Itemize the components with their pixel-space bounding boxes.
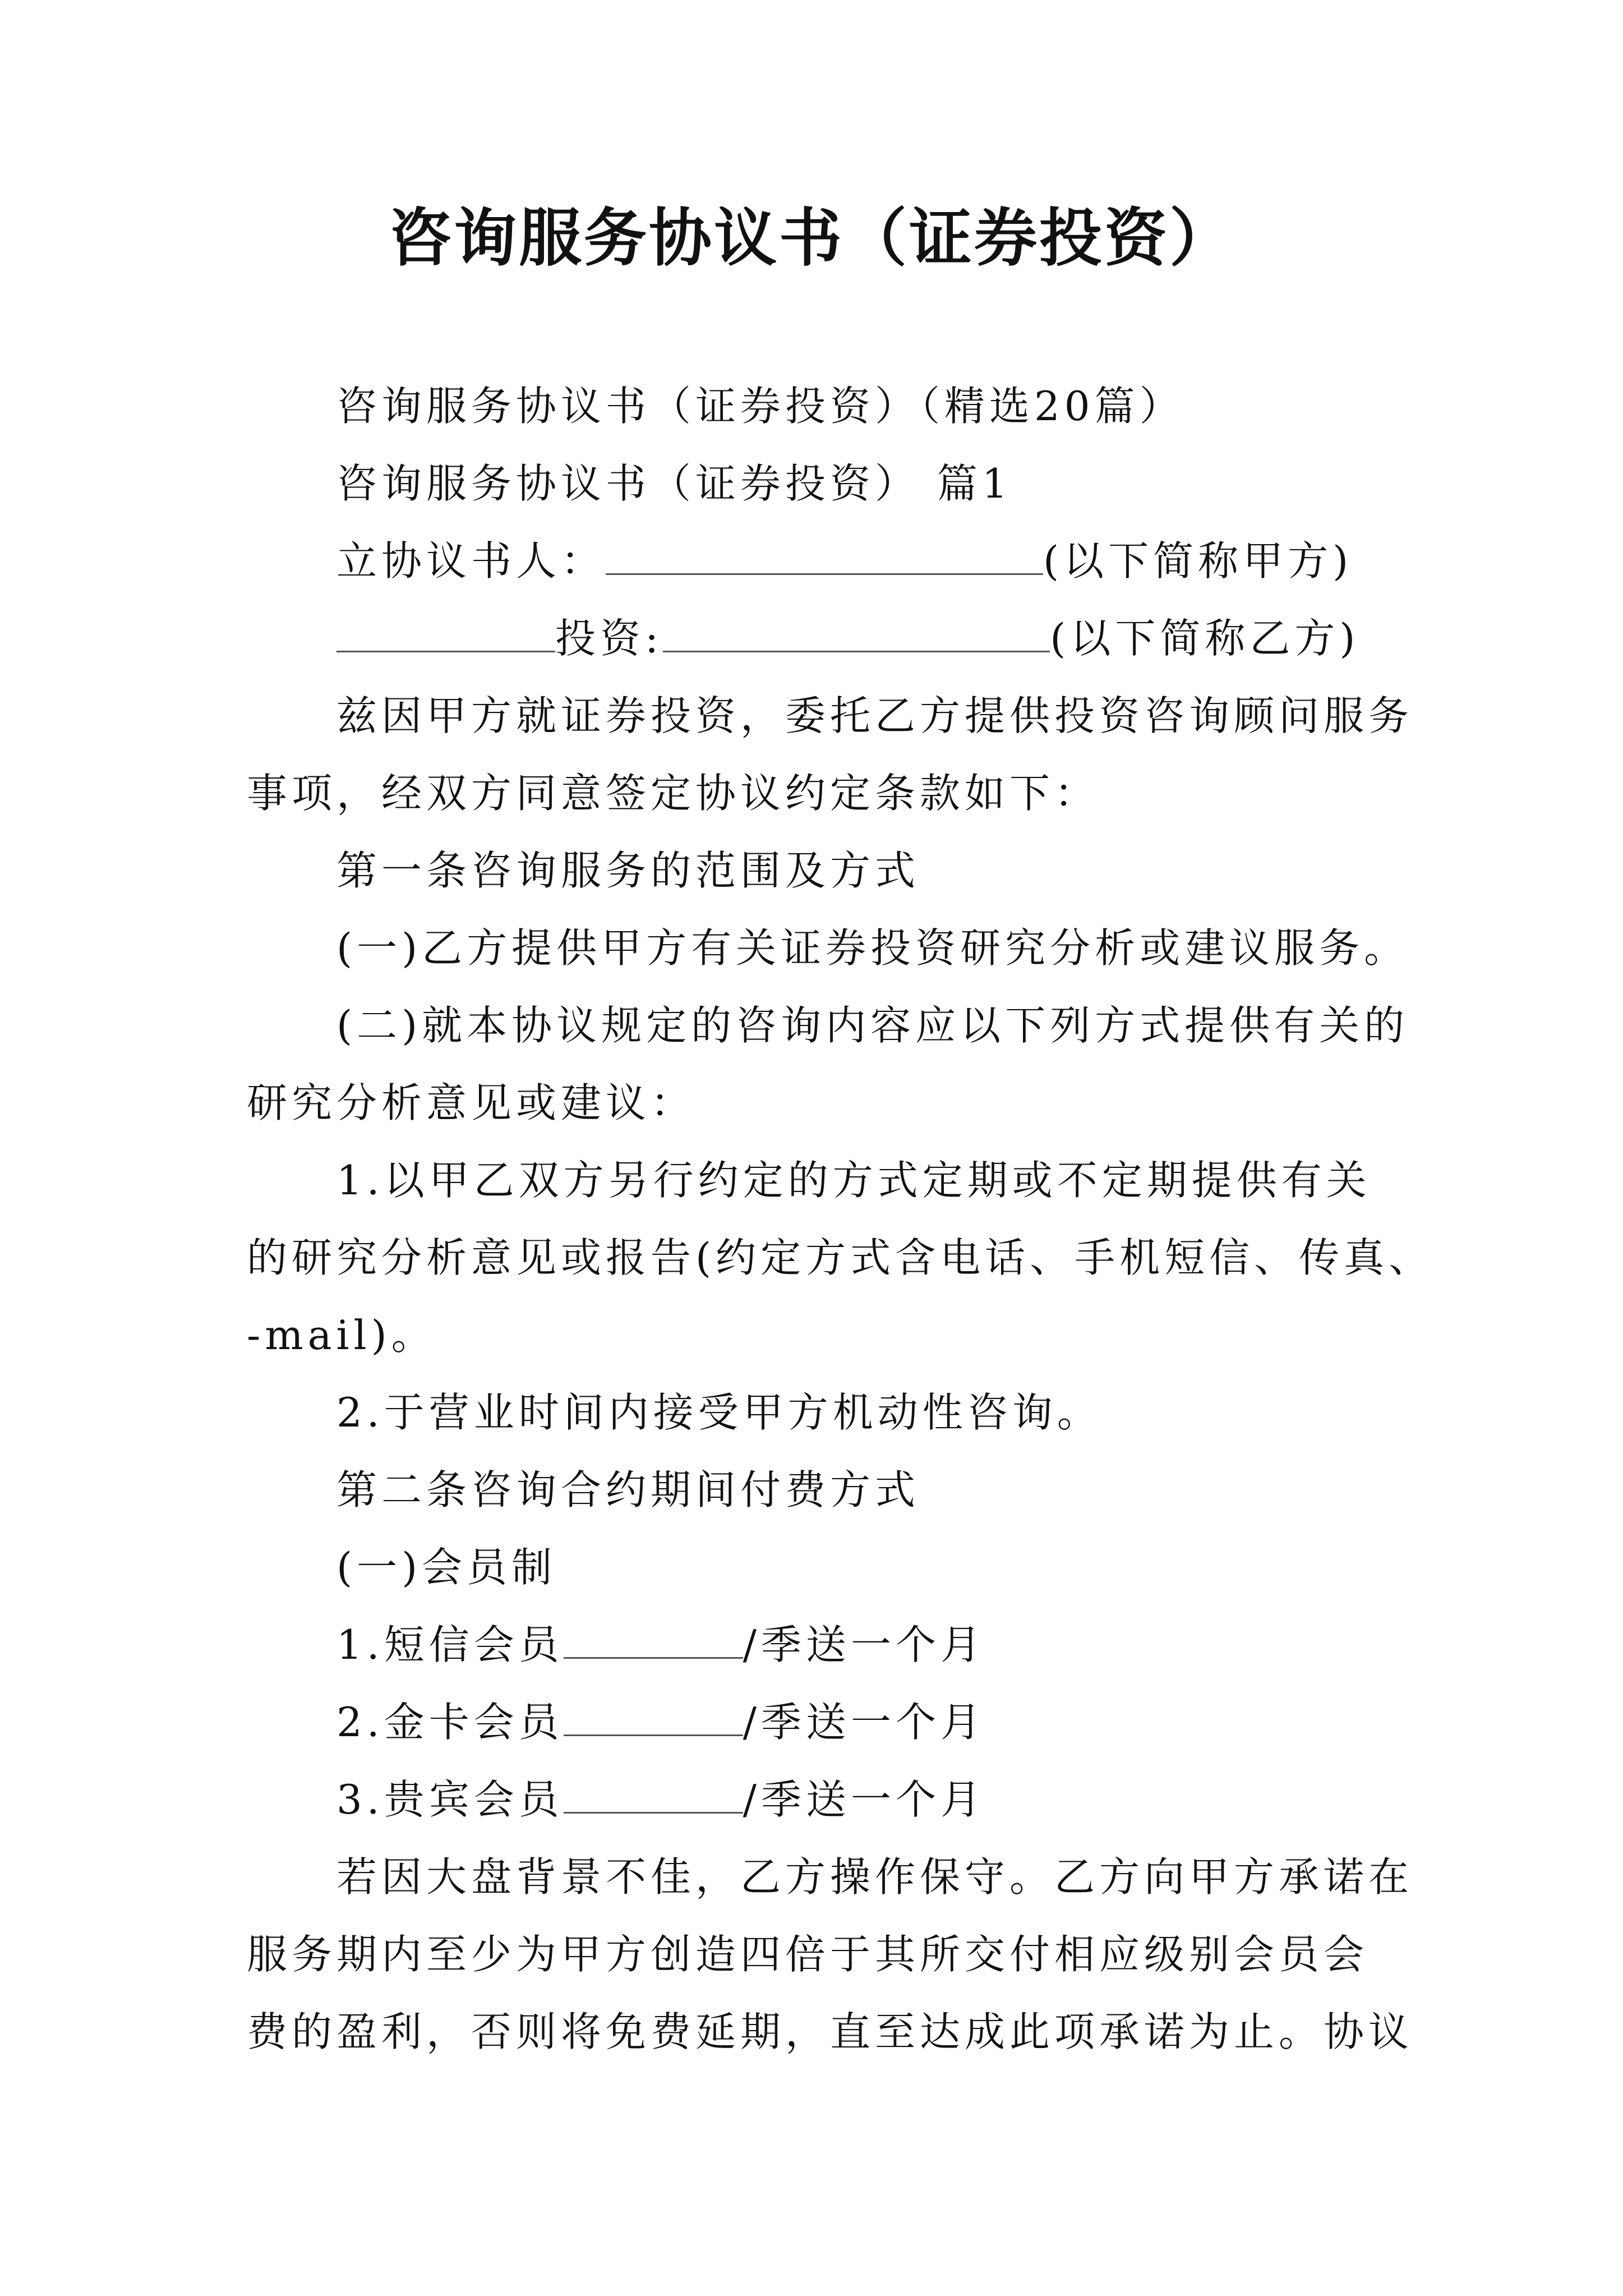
paragraph-line: (一)乙方提供甲方有关证券投资研究分析或建议服务。 — [336, 924, 1409, 972]
party-b-name-blank — [336, 606, 555, 652]
party-b-label: 投资: — [555, 615, 663, 662]
membership-suffix: /季送一个月 — [743, 1776, 985, 1823]
paragraph-line: 若因大盘背景不佳，乙方操作保守。乙方向甲方承诺在 — [336, 1853, 1414, 1901]
paragraph-line: 研究分析意见或建议： — [247, 1079, 696, 1126]
section-heading: 咨询服务协议书（证券投资） 篇1 — [336, 460, 1012, 507]
document-body — [247, 367, 1434, 2070]
party-a-suffix: (以下简称甲方) — [1043, 537, 1353, 585]
paragraph-line: (二)就本协议规定的咨询内容应以下列方式提供有关的 — [336, 1002, 1409, 1049]
paragraph-line: 服务期内至少为甲方创造四倍于其所交付相应级别会员会 — [247, 1931, 1369, 1978]
party-b-line — [247, 600, 1391, 677]
party-b-blank — [663, 606, 1050, 652]
membership-line — [247, 1761, 1391, 1838]
paragraph-line: 2.于营业时间内接受甲方机动性咨询。 — [336, 1389, 1102, 1436]
article-heading: 第二条咨询合约期间付费方式 — [336, 1466, 920, 1513]
document-title: 咨询服务协议书（证券投资） — [389, 201, 1234, 275]
paragraph-line: 费的盈利，否则将免费延期，直至达成此项承诺为止。协议 — [247, 2008, 1414, 2055]
party-a-blank — [606, 528, 1043, 575]
paragraph-line: 事项，经双方同意签定协议约定条款如下： — [247, 770, 1100, 817]
paragraph-line: 的研究分析意见或报告(约定方式含电话、手机短信、传真、 — [247, 1234, 1434, 1281]
party-a-line — [247, 522, 1391, 600]
paragraph-line: (一)会员制 — [336, 1544, 557, 1591]
fee-blank — [564, 1767, 743, 1814]
membership-label: 3.贵宾会员 — [336, 1776, 564, 1823]
party-a-label: 立协议书人： — [336, 537, 606, 585]
article-heading: 第一条咨询服务的范围及方式 — [336, 847, 920, 894]
paragraph-line: 1.以甲乙双方另行约定的方式定期或不定期提供有关 — [336, 1157, 1371, 1204]
party-b-suffix: (以下简称乙方) — [1050, 615, 1360, 662]
membership-label: 1.短信会员 — [336, 1621, 564, 1668]
paragraph-line: -mail)。 — [247, 1312, 436, 1359]
membership-line — [247, 1683, 1391, 1761]
membership-line — [247, 1606, 1391, 1683]
membership-suffix: /季送一个月 — [743, 1699, 985, 1746]
fee-blank — [564, 1612, 743, 1659]
subtitle-line: 咨询服务协议书（证券投资）（精选20篇） — [336, 383, 1184, 430]
paragraph-line: 兹因甲方就证券投资，委托乙方提供投资咨询顾问服务 — [336, 692, 1414, 739]
membership-suffix: /季送一个月 — [743, 1621, 985, 1668]
membership-label: 2.金卡会员 — [336, 1699, 564, 1746]
fee-blank — [564, 1690, 743, 1736]
